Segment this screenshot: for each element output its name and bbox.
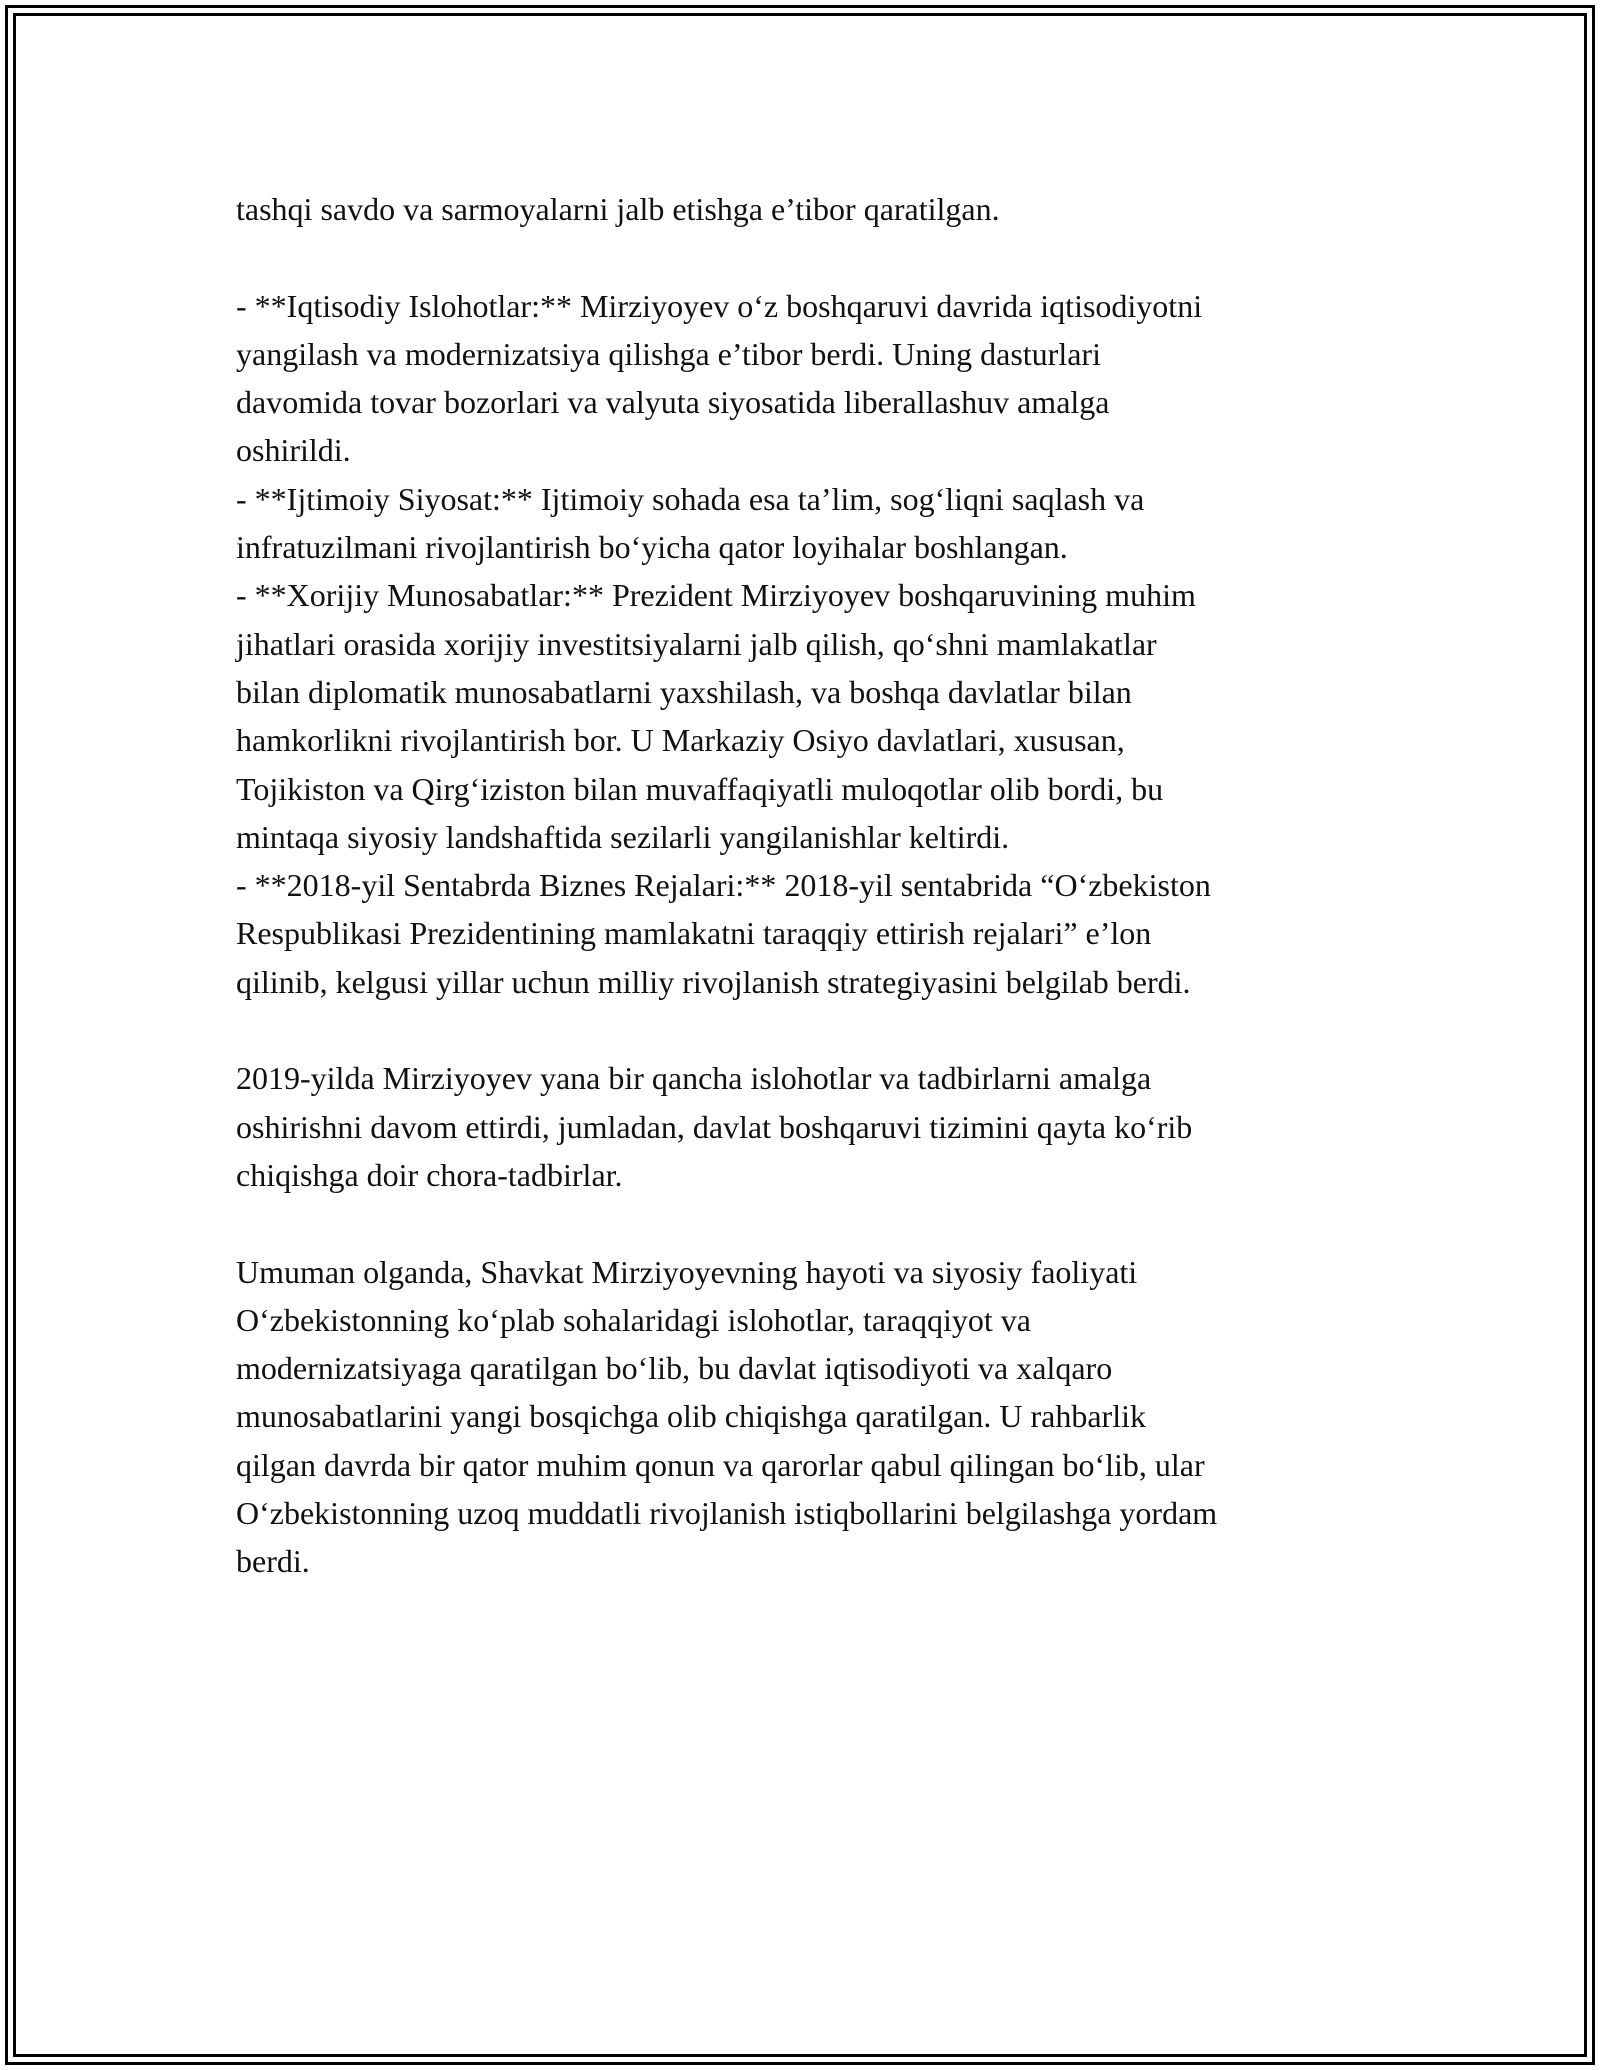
text-line: infratuzilmani rivojlantirish bo‘yicha qator loyihalar boshlangan. (236, 529, 1068, 566)
text-line: chiqishga doir chora-tadbirlar. (236, 1156, 623, 1193)
text-line: munosabatlarini yangi bosqichga olib chiqishga qaratilgan. U rahbarlik (236, 1398, 1146, 1435)
blank-line (236, 233, 1376, 281)
blank-line (236, 1199, 1376, 1247)
text-line: oshirishni davom ettirdi, jumladan, davlat boshqaruvi tizimini qayta ko‘rib (236, 1108, 1193, 1145)
text-line: O‘zbekistonning ko‘plab sohalaridagi islohotlar, taraqqiyot va (236, 1301, 1031, 1338)
text-line: Respublikasi Prezidentining mamlakatni taraqqiy ettirish rejalari” e’lon (236, 915, 1152, 952)
text-line: jihatlari orasida xorijiy investitsiyalarni jalb qilish, qo‘shni mamlakatlar (236, 625, 1157, 662)
text-line: Tojikiston va Qirg‘iziston bilan muvaffaqiyatli muloqotlar olib bordi, bu (236, 770, 1164, 807)
text-line: yangilash va modernizatsiya qilishga e’tibor berdi. Uning dasturlari (236, 335, 1101, 372)
text-line: qilgan davrda bir qator muhim qonun va qarorlar qabul qilingan bo‘lib, ular (236, 1446, 1205, 1483)
text-line: - **Ijtimoiy Siyosat:** Ijtimoiy sohada esa ta’lim, sog‘liqni saqlash va (236, 480, 1145, 517)
text-line: - **Iqtisodiy Islohotlar:** Mirziyoyev o‘z boshqaruvi davrida iqtisodiyotni (236, 287, 1203, 324)
text-line: modernizatsiyaga qaratilgan bo‘lib, bu davlat iqtisodiyoti va xalqaro (236, 1350, 1113, 1387)
text-line: - **Xorijiy Munosabatlar:** Prezident Mirziyoyev boshqaruvining muhim (236, 577, 1196, 614)
text-line: oshirildi. (236, 432, 351, 469)
text-line: davomida tovar bozorlari va valyuta siyosatida liberallashuv amalga (236, 384, 1110, 421)
text-line: hamkorlikni rivojlantirish bor. U Markaziy Osiyo davlatlari, xususan, (236, 722, 1125, 759)
blank-line (236, 1006, 1376, 1054)
text-line: mintaqa siyosiy landshaftida sezilarli yangilanishlar keltirdi. (236, 818, 1010, 855)
text-line: berdi. (236, 1543, 310, 1580)
text-line: - **2018-yil Sentabrda Biznes Rejalari:** 2018-yil sentabrida “O‘zbekiston (236, 867, 1211, 904)
text-line: tashqi savdo va sarmoyalarni jalb etishga e’tibor qaratilgan. (236, 191, 1000, 227)
text-line: 2019-yilda Mirziyoyev yana bir qancha islohotlar va tadbirlarni amalga (236, 1060, 1152, 1097)
text-line: O‘zbekistonning uzoq muddatli rivojlanish istiqbollarini belgilashga yordam (236, 1495, 1218, 1532)
document-body (236, 185, 1376, 1586)
text-line: qilinib, kelgusi yillar uchun milliy rivojlanish strategiyasini belgilab berdi. (236, 963, 1191, 1000)
text-line: Umuman olganda, Shavkat Mirziyoyevning hayoti va siyosiy faoliyati (236, 1253, 1138, 1290)
text-line: bilan diplomatik munosabatlarni yaxshilash, va boshqa davlatlar bilan (236, 673, 1132, 710)
